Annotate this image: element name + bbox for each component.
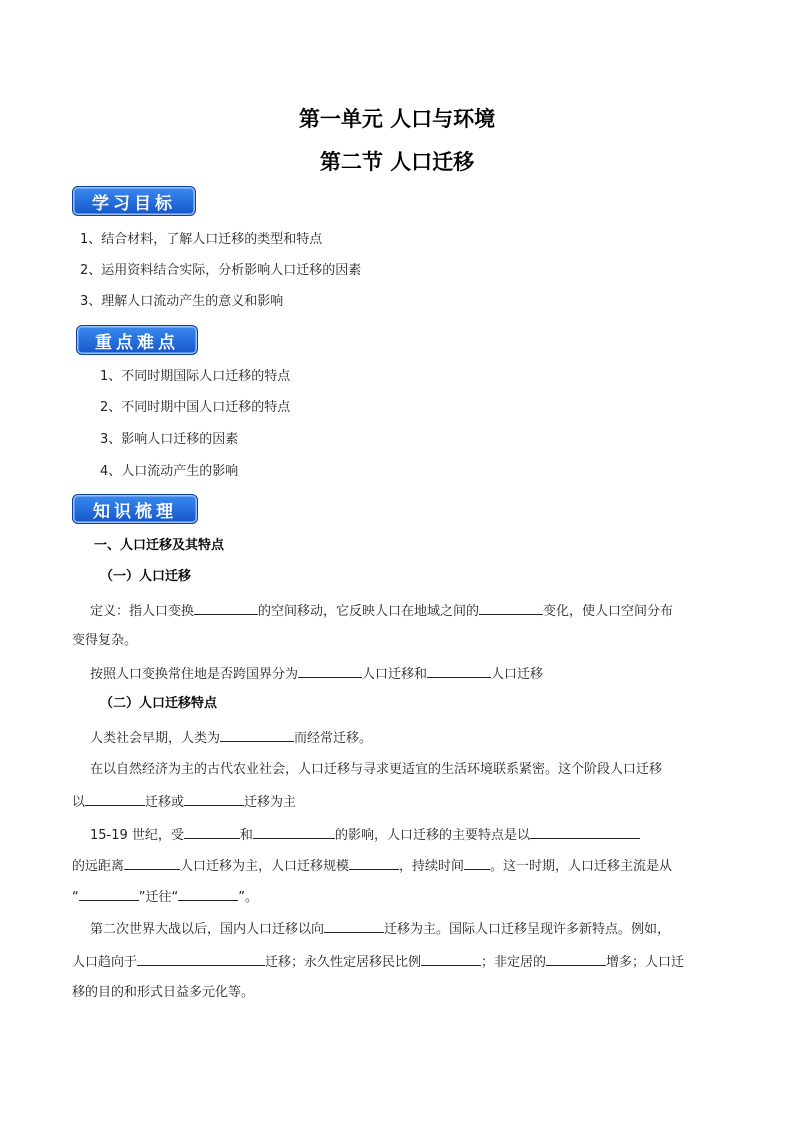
knowledge-review-label: 知识梳理 <box>93 501 177 522</box>
text-segment: 。这一时期，人口迁移主流是从 <box>490 859 673 874</box>
goal-item: 1、结合材料，了解人口迁移的类型和特点 <box>80 232 323 247</box>
text-segment: 增多；人口迁 <box>606 955 685 970</box>
text-segment: ”。 <box>238 890 258 905</box>
text-segment: 以 <box>72 795 86 810</box>
definition-line-1 <box>90 600 673 622</box>
post-ww2-line-3: 移的目的和形式日益多元化等。 <box>72 985 255 1000</box>
definition-line-2: 变得复杂。 <box>72 633 138 648</box>
text-segment: 的远距离 <box>72 859 125 874</box>
fill-blank[interactable] <box>464 855 490 870</box>
text-segment: ”迁往“ <box>138 890 179 905</box>
post-ww2-line-2 <box>72 951 684 973</box>
key-points-badge <box>76 325 198 355</box>
fill-blank[interactable] <box>421 951 481 966</box>
text-segment: 按照人口变换常住地是否跨国界分为 <box>90 667 299 682</box>
heading-migration: （一）人口迁移 <box>100 569 192 584</box>
agricultural-society-line-1: 在以自然经济为主的古代农业社会，人口迁移与寻求更适宜的生活环境联系紧密。这个阶段人口迁移 <box>90 762 663 777</box>
fill-blank[interactable] <box>194 600 258 615</box>
century-15-19-line-2 <box>72 855 672 877</box>
text-segment: 人口趋向于 <box>72 955 138 970</box>
key-points-label: 重点难点 <box>95 332 179 353</box>
unit-title: 第一单元 人口与环境 <box>298 106 496 131</box>
text-segment: 的空间移动，它反映人口在地域之间的 <box>258 604 480 619</box>
fill-blank[interactable] <box>220 727 294 742</box>
fill-blank[interactable] <box>349 855 399 870</box>
fill-blank[interactable] <box>546 951 606 966</box>
goal-item: 3、理解人口流动产生的意义和影响 <box>80 294 284 309</box>
fill-blank[interactable] <box>530 824 640 839</box>
fill-blank[interactable] <box>178 886 238 901</box>
goal-item: 2、运用资料结合实际，分析影响人口迁移的因素 <box>80 263 362 278</box>
fill-blank[interactable] <box>79 886 139 901</box>
text-segment: 而经常迁移。 <box>294 731 373 746</box>
fill-blank[interactable] <box>184 824 240 839</box>
century-15-19-line-1 <box>90 824 640 846</box>
fill-blank[interactable] <box>298 663 362 678</box>
learning-goals-label: 学习目标 <box>92 193 176 214</box>
text-segment: 第二次世界大战以后，国内人口迁移以向 <box>90 922 325 937</box>
section-title: 第二节 人口迁移 <box>319 149 475 174</box>
text-segment: 迁移；永久性定居移民比例 <box>265 955 422 970</box>
heading-migration-characteristics: （二）人口迁移特点 <box>100 696 218 711</box>
classification-line <box>90 663 543 685</box>
fill-blank[interactable] <box>184 791 244 806</box>
heading-migration-features: 一、人口迁移及其特点 <box>94 538 225 553</box>
text-segment: 定义：指人口变换 <box>90 604 195 619</box>
post-ww2-line-1 <box>90 918 670 940</box>
text-segment: 人口迁移 <box>491 667 544 682</box>
text-segment: ；非定居的 <box>481 955 547 970</box>
text-segment: 人口迁移和 <box>362 667 428 682</box>
keypoint-item: 4、人口流动产生的影响 <box>100 464 239 479</box>
text-segment: 人类社会早期，人类为 <box>90 731 221 746</box>
fill-blank[interactable] <box>479 600 543 615</box>
text-segment: 变化，使人口空间分布 <box>543 604 674 619</box>
text-segment: 的影响，人口迁移的主要特点是以 <box>334 828 530 843</box>
text-segment: 迁移为主。国际人口迁移呈现许多新特点。例如， <box>384 922 671 937</box>
fill-blank[interactable] <box>427 663 491 678</box>
learning-goals-badge <box>72 186 196 216</box>
text-segment: 迁移为主 <box>244 795 297 810</box>
keypoint-item: 1、不同时期国际人口迁移的特点 <box>100 369 291 384</box>
text-segment: “ <box>72 890 79 905</box>
fill-blank[interactable] <box>124 855 180 870</box>
text-segment: ，持续时间 <box>399 859 465 874</box>
keypoint-item: 2、不同时期中国人口迁移的特点 <box>100 400 291 415</box>
knowledge-review-badge <box>72 494 198 524</box>
keypoint-item: 3、影响人口迁移的因素 <box>100 432 239 447</box>
early-society-line <box>90 727 372 749</box>
fill-blank[interactable] <box>85 791 145 806</box>
fill-blank[interactable] <box>137 951 265 966</box>
fill-blank[interactable] <box>253 824 335 839</box>
text-segment: 和 <box>239 828 253 843</box>
text-segment: 迁移或 <box>145 795 185 810</box>
agricultural-society-line-2 <box>72 791 296 813</box>
text-segment: 人口迁移为主，人口迁移规模 <box>180 859 350 874</box>
text-segment: 15-19 世纪，受 <box>90 828 184 843</box>
century-15-19-line-3 <box>72 886 258 908</box>
fill-blank[interactable] <box>324 918 384 933</box>
